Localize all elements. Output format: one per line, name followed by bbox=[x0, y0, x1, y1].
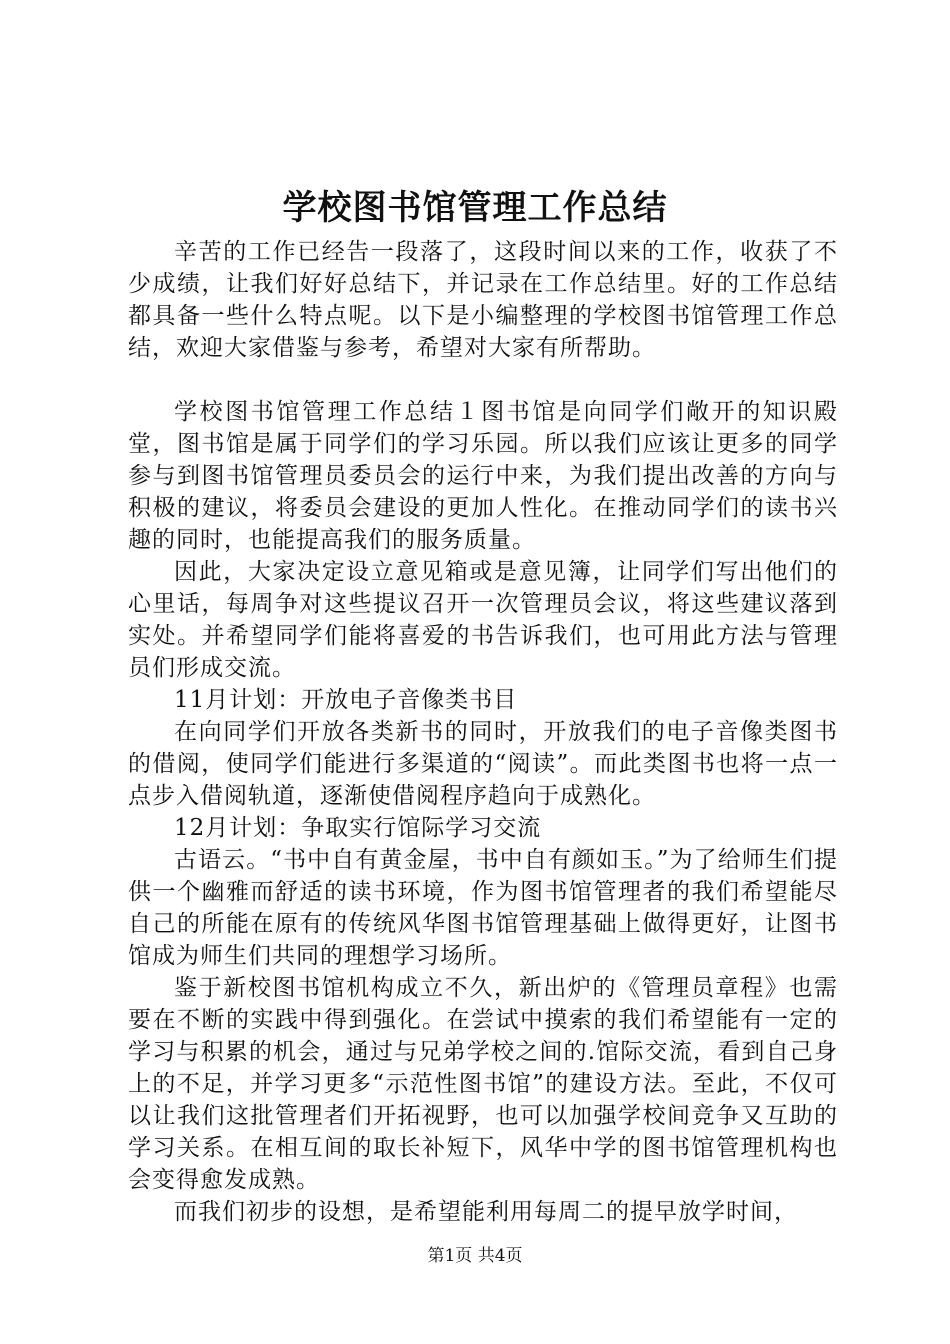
intro-paragraph: 辛苦的工作已经告一段落了，这段时间以来的工作，收获了不少成绩，让我们好好总结下，并记录在工作总结里。好的工作总结都具备一些什么特点呢。以下是小编整理的学校图书馆管理工作总结，欢迎大家借鉴与参考，希望对大家有所帮助。 bbox=[128, 239, 838, 361]
document-body bbox=[128, 236, 838, 1228]
plan-heading-november: 11月计划：开放电子音像类书目 bbox=[174, 687, 518, 713]
page-number-footer: 第1页 共4页 bbox=[427, 1246, 523, 1266]
body-paragraph: 而我们初步的设想，是希望能利用每周二的提早放学时间， bbox=[174, 1199, 798, 1225]
plan-heading-december: 12月计划：争取实行馆际学习交流 bbox=[174, 815, 542, 841]
body-paragraph: 在向同学们开放各类新书的同时，开放我们的电子音像类图书的借阅，使同学们能进行多渠道的“阅读”。而此类图书也将一点一点步入借阅轨道，逐渐使借阅程序趋向于成熟化。 bbox=[128, 719, 838, 809]
document-title: 学校图书馆管理工作总结 bbox=[282, 188, 668, 228]
body-paragraph: 学校图书馆管理工作总结１图书馆是向同学们敞开的知识殿堂，图书馆是属于同学们的学习乐园。所以我们应该让更多的同学参与到图书馆管理员委员会的运行中来，为我们提出改善的方向与积极的建议，将委员会建设的更加人性化。在推动同学们的读书兴趣的同时，也能提高我们的服务质量。 bbox=[128, 399, 838, 553]
body-paragraph: 鉴于新校图书馆机构成立不久，新出炉的《管理员章程》也需要在不断的实践中得到强化。在尝试中摸索的我们希望能有一定的学习与积累的机会，通过与兄弟学校之间的.馆际交流，看到自己身上的不足，并学习更多“示范性图书馆”的建设方法。至此，不仅可以让我们这批管理者们开拓视野，也可以加强学校间竞争又互助的学习关系。在相互间的取长补短下，风华中学的图书馆管理机构也会变得愈发成熟。 bbox=[128, 975, 838, 1193]
body-paragraph: 古语云。“书中自有黄金屋，书中自有颜如玉。”为了给师生们提供一个幽雅而舒适的读书环境，作为图书馆管理者的我们希望能尽自己的所能在原有的传统风华图书馆管理基础上做得更好，让图书馆成为师生们共同的理想学习场所。 bbox=[128, 847, 838, 969]
body-paragraph: 因此，大家决定设立意见箱或是意见簿，让同学们写出他们的心里话，每周争对这些提议召开一次管理员会议，将这些建议落到实处。并希望同学们能将喜爱的书告诉我们，也可用此方法与管理员们形成交流。 bbox=[128, 559, 838, 681]
